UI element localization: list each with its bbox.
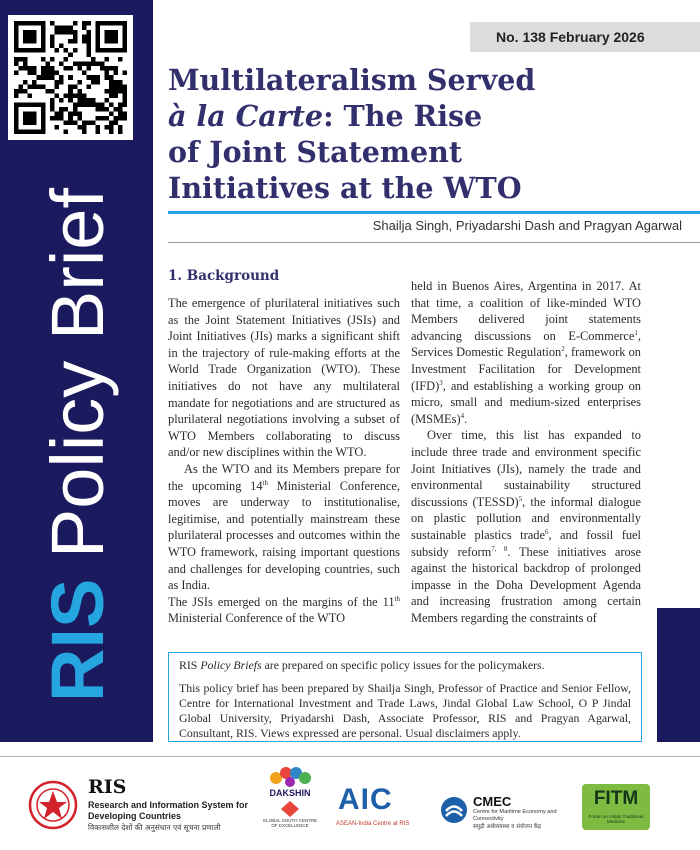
series-name: Policy Brief — [36, 187, 119, 559]
body-column-right — [411, 278, 641, 626]
ris-logo-subtitle: Research and Information System for Developing Countries — [88, 800, 249, 821]
aic-logo-name: AIC — [338, 783, 393, 816]
qr-code-icon[interactable] — [8, 15, 133, 140]
decorative-bar — [657, 608, 700, 742]
footer-divider — [0, 756, 700, 757]
title-line-4: Initiatives at the WTO — [168, 171, 522, 205]
footnote-ref[interactable]: 1 — [634, 328, 638, 337]
paragraph: The emergence of plurilateral initiatives such as the Joint Statement Initiatives (JSIs) and Joint Initiatives (JIs) marks a significant shift in the trajectory of rule-making efforts at the World Trade Organization (WTO). These initiatives do not have any multilateral mandate for negotiations and are structured as plurilateral negotiations involving a subset of WTO Members collaborating to discuss and/or new disciplines within the WTO. — [168, 296, 400, 460]
fitm-logo-name: FITM — [593, 788, 639, 809]
paragraph: As the WTO and its Members prepare for the upcoming 14th Ministerial Conference, moves are underway to institutionalise, legitimise, and potentially mainstream these plurilateral processes and outcomes within the WTO framework, raising important questions and challenges for developing countries, such as India. — [168, 461, 400, 593]
footnote-ref[interactable]: 7, 8 — [491, 544, 508, 553]
title-italic-phrase: à la Carte — [168, 99, 324, 133]
dakshin-logo[interactable] — [262, 764, 318, 836]
fitm-logo-subtitle: Forum on Indian Traditional Medicine — [588, 814, 644, 824]
ris-logo[interactable] — [28, 776, 258, 836]
aic-logo[interactable] — [334, 783, 414, 833]
footnote-ref[interactable]: 5 — [518, 494, 523, 503]
cmec-logo-subtitle: Centre for Maritime Economy and Connectivity — [473, 809, 557, 822]
ris-logo-hindi: विकासशील देशों की अनुसंधान एवं सूचना प्रणाली — [88, 823, 221, 832]
cmec-emblem-icon — [440, 796, 468, 824]
page-title — [168, 62, 688, 206]
title-line-2: : The Rise — [323, 99, 483, 133]
author-divider — [168, 242, 700, 243]
title-line-1: Multilateralism Served — [168, 63, 536, 97]
paragraph: The JSIs emerged on the margins of the 11th Ministerial Conference of the WTO — [168, 594, 400, 626]
body-column-left — [168, 295, 400, 627]
footnote-ref[interactable]: 2 — [561, 345, 565, 354]
series-title-vertical — [23, 185, 133, 705]
ris-logo-name: RIS — [88, 776, 127, 798]
authors: Shailja Singh, Priyadarshi Dash and Pragyan Agarwal — [372, 218, 682, 233]
brief-note: RIS Policy Briefs are prepared on specific policy issues for the policymakers. — [179, 658, 545, 672]
fitm-logo[interactable] — [582, 784, 650, 830]
dakshin-mark-icon — [280, 800, 300, 818]
paragraph: held in Buenos Aires, Argentina in 2017. At that time, a coalition of like-minded WTO Members delivered joint statements advancing discussions on E-Commerce$^1$, Services Domestic Regulation$^2$, framework on Investment Facilitation for Development (IFD)$^3$, and establishing a working group on micro, small and medium-sized enterprises (MSMEs)$^4$. — [411, 279, 641, 426]
author-affiliations: This policy brief has been prepared by Shailja Singh, Professor of Practice and Senior Fellow, Centre for International Investment and Trade Laws, Jindal Global Law School, O P Jindal Global University, Priyadarshi Dash, Associate Professor, RIS and Pragyan Agarwal, Consultant, RIS. Views expressed are personal. Usual disclaimers apply. — [179, 681, 631, 740]
dakshin-logo-subtitle: GLOBAL SOUTH CENTRE OF EXCELLENCE — [262, 818, 318, 828]
dakshin-emblem-icon — [262, 764, 318, 788]
title-divider — [168, 211, 700, 214]
aic-logo-subtitle: ASEAN-India Centre at RIS — [336, 821, 410, 827]
brand-sidebar — [0, 0, 153, 742]
dakshin-logo-name: DAKSHIN — [269, 788, 311, 798]
ris-emblem-icon — [28, 780, 78, 830]
footnote-ref[interactable]: 6 — [544, 527, 549, 536]
series-prefix: RIS — [36, 578, 119, 703]
section-heading: 1. Background — [168, 268, 280, 284]
cmec-logo[interactable] — [440, 794, 580, 834]
cmec-logo-hindi: समुद्री अर्थव्यवस्था व संयोजन केंद्र — [473, 824, 541, 830]
issue-number: No. 138 February 2026 — [470, 22, 700, 52]
footnote-ref[interactable]: 3 — [439, 378, 443, 387]
disclaimer-box — [168, 652, 642, 742]
cmec-logo-name: CMEC — [473, 794, 512, 809]
title-line-3: of Joint Statement — [168, 135, 463, 169]
paragraph: Over time, this list has expanded to include three trade and environment specific Joint Initiatives (JIs), namely the trade and environmental sustainability structured discussions (TESSD)$^5$, the informal dialogue on plastic pollution and environmentally sustainable plastics trade$^6$, and fossil fuel subsidy reform$^{7, 8}$. These initiatives arose against the historical backdrop of prolonged impasse in the Doha Development Agenda and increasing frustration among certain Members regarding the constraints of — [411, 428, 642, 625]
footnote-ref[interactable]: 4 — [460, 411, 465, 420]
